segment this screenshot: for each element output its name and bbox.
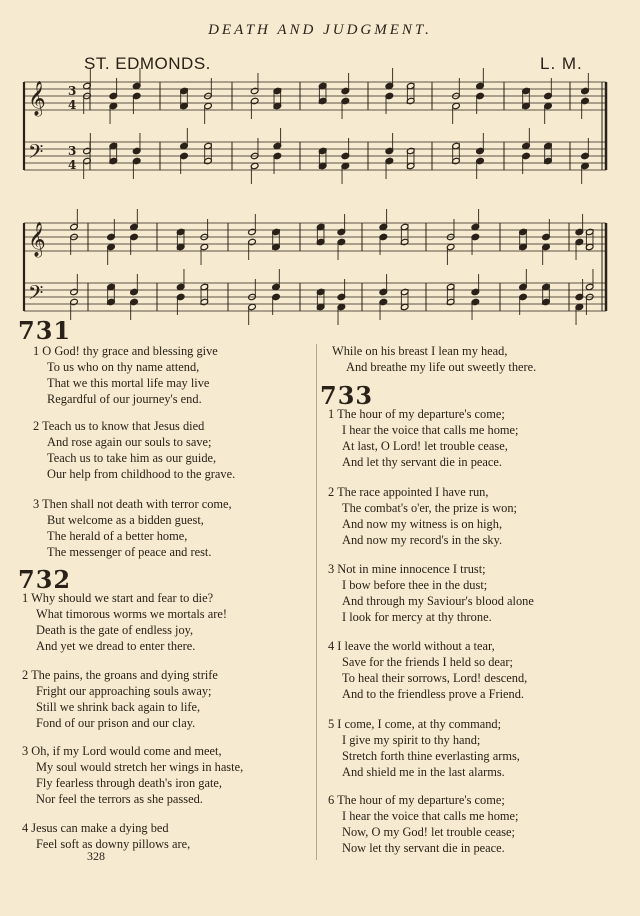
verse-line: 2 The pains, the groans and dying strife bbox=[22, 668, 218, 682]
verse-line: To us who on thy name attend, bbox=[47, 360, 200, 374]
verse-line: 6 The hour of my departure's come; bbox=[328, 793, 505, 807]
verse-line: Nor feel the terrors as she passed. bbox=[36, 792, 203, 806]
verse-line: Now let thy servant die in peace. bbox=[342, 841, 505, 855]
verse-line: Death is the gate of endless joy, bbox=[36, 623, 194, 637]
verse-line: What timorous worms we mortals are! bbox=[36, 607, 227, 621]
verse-line: Regardful of our journey's end. bbox=[47, 392, 202, 406]
verse-line: 3 Oh, if my Lord would come and meet, bbox=[22, 744, 222, 758]
treble-clef: 𝄞 bbox=[28, 222, 46, 257]
tune-meter: L. M. bbox=[540, 54, 583, 73]
verse-line: The combat's o'er, the prize is won; bbox=[342, 501, 517, 515]
verse-line: The herald of a better home, bbox=[47, 529, 188, 543]
stanza bbox=[328, 792, 519, 856]
verse-line: Our help from childhood to the grave. bbox=[47, 467, 236, 481]
stanza bbox=[328, 638, 527, 702]
stanza bbox=[22, 743, 243, 807]
verse-line: 1 Why should we start and fear to die? bbox=[22, 591, 214, 605]
verse-line: Stretch forth thine everlasting arms, bbox=[342, 749, 520, 763]
stanza bbox=[22, 667, 218, 731]
verse-line: 4 I leave the world without a tear, bbox=[328, 639, 495, 653]
verse-line: I hear the voice that calls me home; bbox=[342, 423, 519, 437]
verse-line: To heal their sorrows, Lord! descend, bbox=[342, 671, 528, 685]
hymn-number-732: 732 bbox=[18, 565, 72, 594]
verse-line: I give my spirit to thy hand; bbox=[342, 733, 481, 747]
verse-line: Now, O my God! let trouble cease; bbox=[342, 825, 515, 839]
verse-line: 5 I come, I come, at thy command; bbox=[328, 717, 502, 731]
verse-line: And now my witness is on high, bbox=[342, 517, 503, 531]
stanza bbox=[22, 590, 227, 654]
verse-line: Teach us to take him as our guide, bbox=[47, 451, 217, 465]
verse-line: 1 The hour of my departure's come; bbox=[328, 407, 505, 421]
page-number: 328 bbox=[87, 849, 105, 863]
time-signature: 3 bbox=[68, 84, 77, 98]
bass-clef: 𝄢 bbox=[28, 140, 44, 168]
music-score bbox=[0, 0, 640, 330]
time-signature: 4 bbox=[68, 158, 77, 172]
stanza bbox=[22, 820, 190, 852]
verse-line: And breathe my life out sweetly there. bbox=[346, 360, 537, 374]
verse-line: Still we shrink back again to life, bbox=[36, 700, 201, 714]
stanza bbox=[33, 418, 235, 482]
verse-line: Fright our approaching souls away; bbox=[36, 684, 212, 698]
verse-line: At last, O Lord! let trouble cease, bbox=[342, 439, 508, 453]
tune-name: ST. EDMONDS. bbox=[84, 54, 211, 73]
page-header: DEATH AND JUDGMENT. bbox=[208, 22, 432, 38]
treble-clef: 𝄞 bbox=[28, 81, 46, 116]
hymn-number-733: 733 bbox=[320, 381, 374, 410]
stanza bbox=[328, 561, 534, 625]
verse-line: While on his breast I lean my head, bbox=[332, 344, 508, 358]
stanza bbox=[33, 343, 218, 407]
verse-line: And let thy servant die in peace. bbox=[342, 455, 502, 469]
verse-line: That we this mortal life may live bbox=[47, 376, 210, 390]
bass-clef: 𝄢 bbox=[28, 281, 44, 309]
verse-line: Fond of our prison and our clay. bbox=[36, 716, 196, 730]
verse-line: My soul would stretch her wings in haste, bbox=[36, 760, 244, 774]
verse-line: Fly fearless through death's iron gate, bbox=[36, 776, 222, 790]
verse-line: And yet we dread to enter there. bbox=[36, 639, 196, 653]
verse-line: And shield me in the last alarms. bbox=[342, 765, 505, 779]
verse-line: Save for the friends I held so dear; bbox=[342, 655, 514, 669]
verse-line: I hear the voice that calls me home; bbox=[342, 809, 519, 823]
verse-line: 2 The race appointed I have run, bbox=[328, 485, 489, 499]
stanza-continued bbox=[332, 343, 536, 375]
verse-line: 1 O God! thy grace and blessing give bbox=[33, 344, 218, 358]
verse-line: And now my record's in the sky. bbox=[342, 533, 503, 547]
verse-line: 3 Not in mine innocence I trust; bbox=[328, 562, 486, 576]
verse-line: Feel soft as downy pillows are, bbox=[36, 837, 191, 851]
time-signature: 4 bbox=[68, 98, 77, 112]
verse-line: I look for mercy at thy throne. bbox=[342, 610, 492, 624]
verse-line: The messenger of peace and rest. bbox=[47, 545, 212, 559]
time-signature: 3 bbox=[68, 144, 77, 158]
verse-line: And through my Saviour's blood alone bbox=[342, 594, 534, 608]
hymn-number-731: 731 bbox=[18, 316, 72, 345]
verse-line: But welcome as a bidden guest, bbox=[47, 513, 204, 527]
verse-line: I bow before thee in the dust; bbox=[342, 578, 488, 592]
verse-line: And rose again our souls to save; bbox=[47, 435, 212, 449]
stanza bbox=[328, 716, 520, 780]
verse-line: 2 Teach us to know that Jesus died bbox=[33, 419, 205, 433]
column-divider bbox=[316, 344, 317, 860]
stanza bbox=[328, 484, 517, 548]
verse-line: And to the friendless prove a Friend. bbox=[342, 687, 525, 701]
stanza bbox=[33, 496, 232, 560]
verse-line: 4 Jesus can make a dying bed bbox=[22, 821, 169, 835]
stanza bbox=[328, 406, 519, 470]
verse-line: 3 Then shall not death with terror come, bbox=[33, 497, 232, 511]
